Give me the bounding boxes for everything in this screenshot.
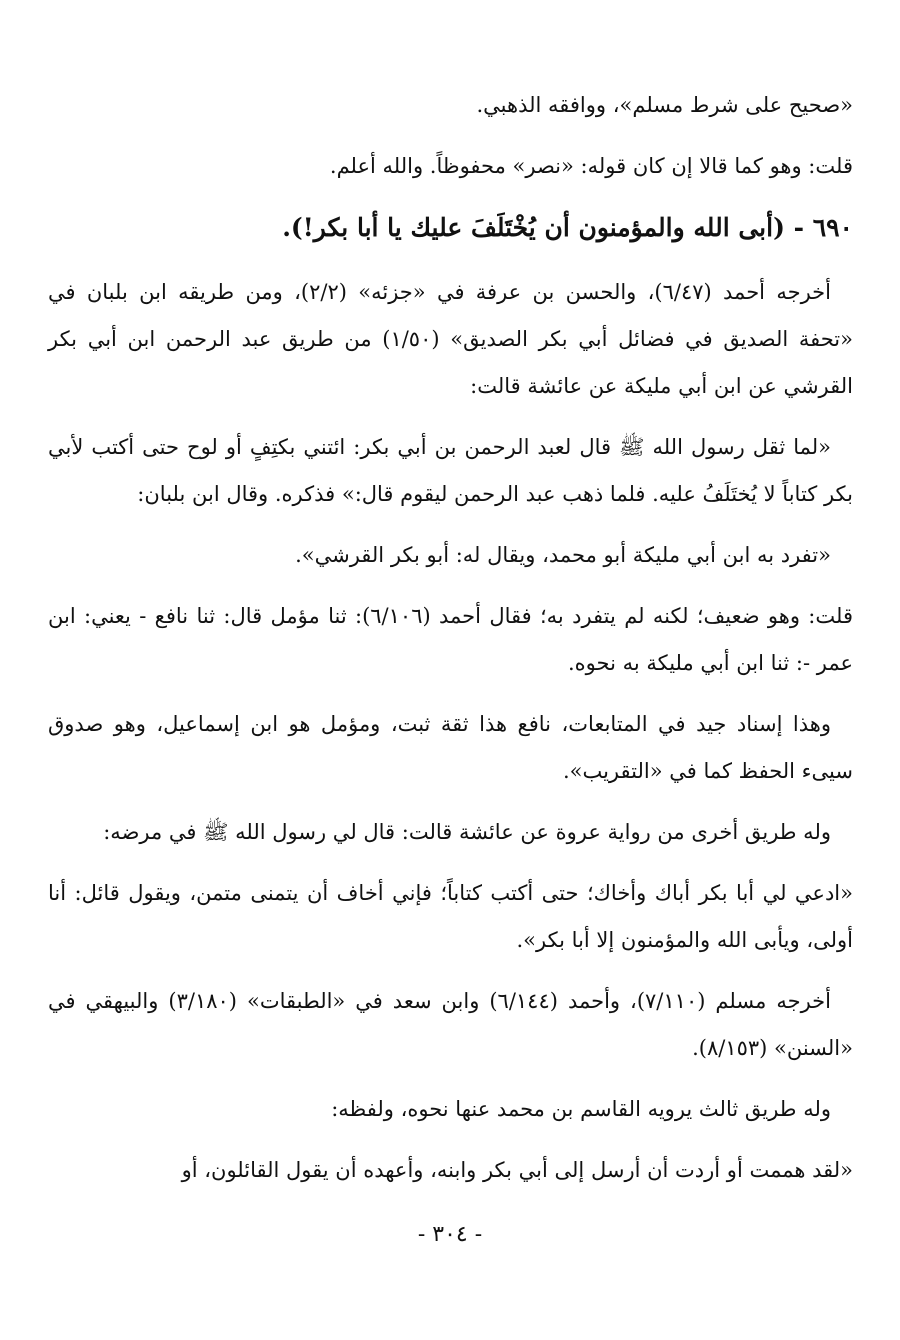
paragraph-quote-sahih: «صحيح على شرط مسلم»، ووافقه الذهبي. — [476, 93, 853, 117]
paragraph-isnad-jayyid: وهذا إسناد جيد في المتابعات، نافع هذا ثقة ثبت، ومؤمل هو ابن إسماعيل، وهو صدوق سيىء الحفظ كما في «التقريب». — [48, 712, 853, 783]
paragraph-tariq-urwa: وله طريق أخرى من رواية عروة عن عائشة قالت: قال لي رسول الله ﷺ في مرضه: — [103, 820, 831, 844]
paragraph-laqad-hamamtu: «لقد هممت أو أردت أن أرسل إلى أبي بكر وابنه، وأعهده أن يقول القائلون، أو — [181, 1158, 853, 1182]
paragraph-ibn-balban-quote: «تفرد به ابن أبي مليكة أبو محمد، ويقال له: أبو بكر القرشي». — [295, 543, 831, 567]
paragraph-takhrij-muslim: أخرجه مسلم (٧/١١٠)، وأحمد (٦/١٤٤) وابن سعد في «الطبقات» (٣/١٨٠) والبيهقي في «السنن» (٨/١٥٣). — [48, 989, 853, 1060]
paragraph-takhrij-ahmad: أخرجه أحمد (٦/٤٧)، والحسن بن عرفة في «جزئه» (٢/٢)، ومن طريقه ابن بلبان في «تحفة الصديق في فضائل أبي بكر الصديق» (١/٥٠) من طريق عبد الرحمن ابن أبي بكر القرشي عن ابن أبي مليكة عن عائشة قالت: — [48, 280, 854, 398]
paragraph-tariq-thalith: وله طريق ثالث يرويه القاسم بن محمد عنها نحوه، ولفظه: — [331, 1097, 831, 1121]
paragraph-qult-daif: قلت: وهو ضعيف؛ لكنه لم يتفرد به؛ فقال أحمد (٦/١٠٦): ثنا مؤمل قال: ثنا نافع - يعني: ابن عمر -: ثنا ابن أبي مليكة به نحوه. — [48, 604, 853, 675]
paragraph-hadith-text: «لما ثقل رسول الله ﷺ قال لعبد الرحمن بن أبي بكر: ائتني بكتِفٍ أو لوح حتى أكتب لأبي بكر كتاباً لا يُختَلَفُ عليه. فلما ذهب عبد الرحمن ليقوم قال:» فذكره. وقال ابن بلبان: — [48, 435, 853, 506]
hadith-heading-690: ٦٩٠ - (أبى الله والمؤمنون أن يُخْتَلَفَ عليك يا أبا بكر!). — [282, 213, 853, 242]
page-body — [48, 82, 853, 1208]
paragraph-udi-li: «ادعي لي أبا بكر أباك وأخاك؛ حتى أكتب كتاباً؛ فإني أخاف أن يتمنى متمن، ويقول قائل: أنا أولى، ويأبى الله والمؤمنون إلا أبا بكر». — [48, 881, 853, 952]
page-number: - ٣٠٤ - — [417, 1222, 483, 1247]
paragraph-qult-nasr: قلت: وهو كما قالا إن كان قوله: «نصر» محفوظاً. والله أعلم. — [329, 154, 853, 178]
